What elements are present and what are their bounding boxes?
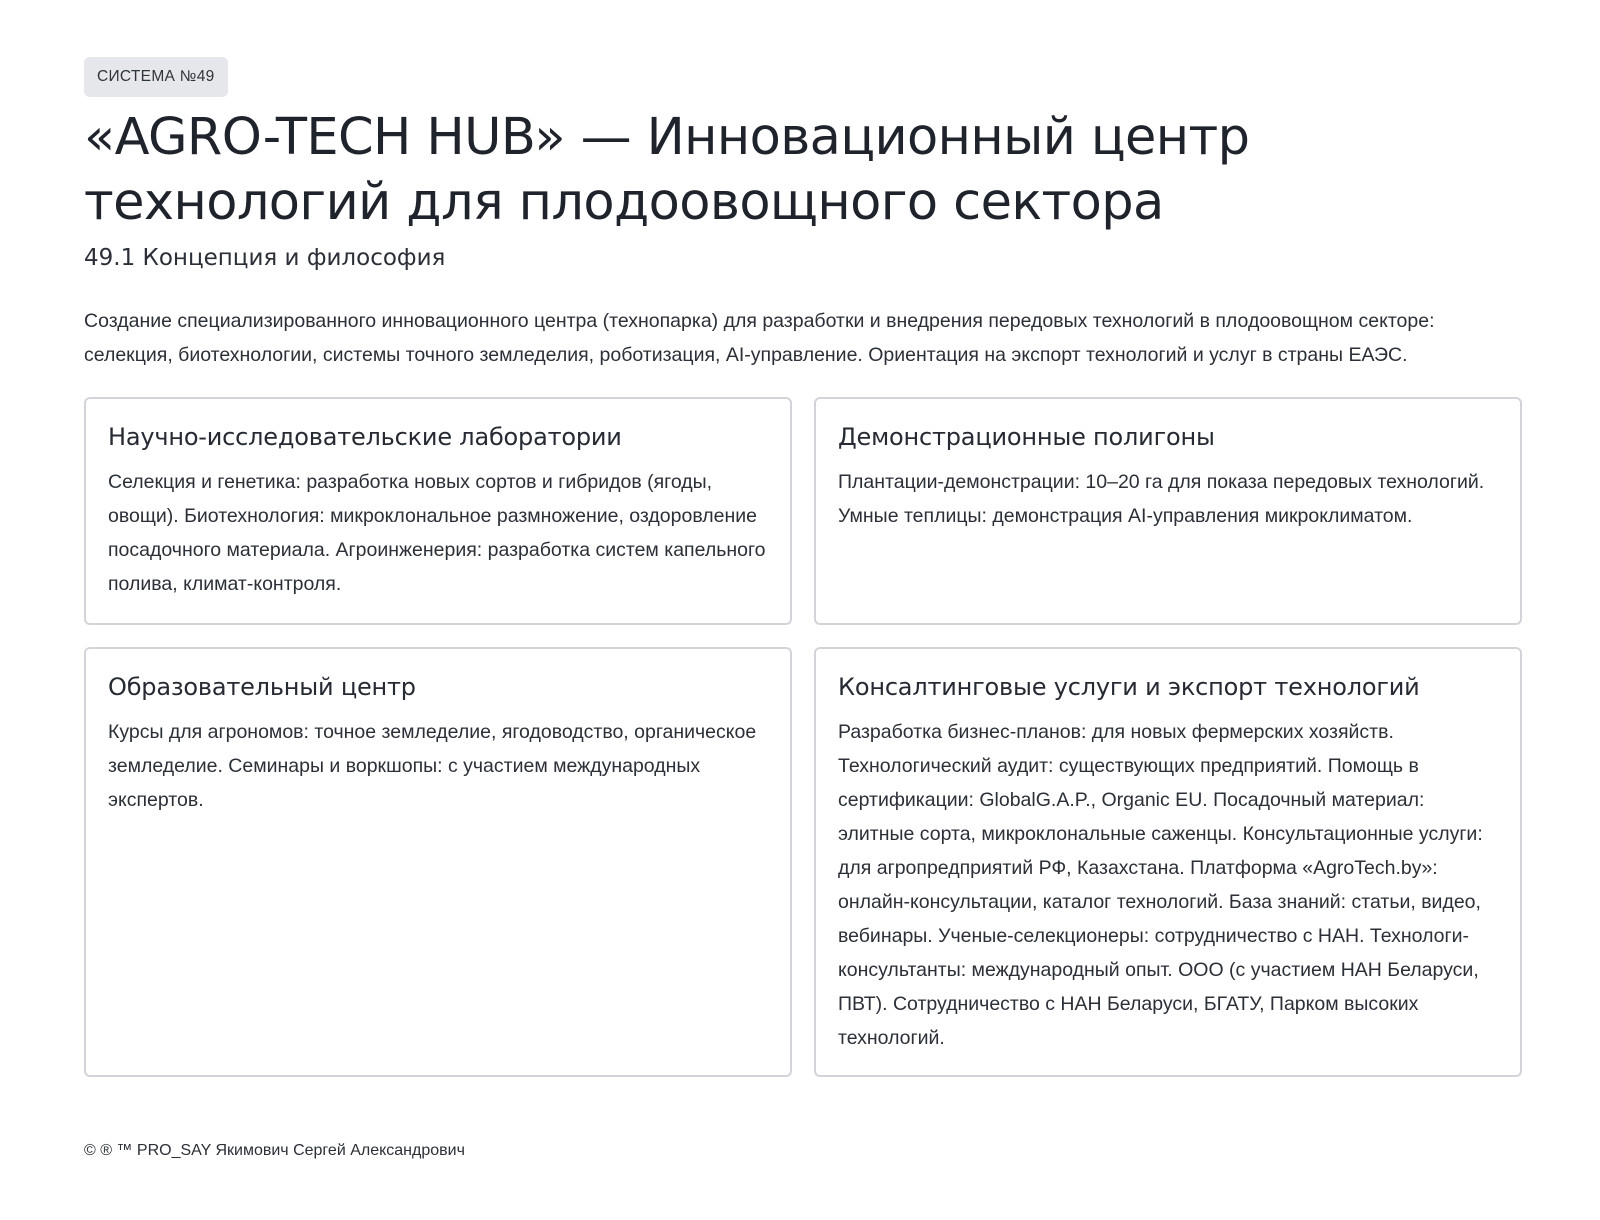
card-education-center (84, 647, 792, 1077)
card-consulting-export (814, 647, 1522, 1077)
card-body: Курсы для агрономов: точное земледелие, ягодоводство, органическое земледелие. Семинары и воркшопы: с участием международных экспертов. (108, 721, 757, 811)
page-title-line-1: «AGRO-TECH HUB» — Инновационный центр (84, 108, 1250, 167)
card-research-labs (84, 397, 792, 625)
card-demo-polygons (814, 397, 1522, 625)
card-title: Демонстрационные полигоны (838, 423, 1215, 451)
card-body: Селекция и генетика: разработка новых сортов и гибридов (ягоды, овощи). Биотехнология: микроклональное размножение, оздоровление посадочного материала. Агроинженерия: разработка систем капельного полива, климат-контроля. (108, 471, 766, 595)
intro-paragraph: Создание специализированного инновационного центра (технопарка) для разработки и внедрения передовых технологий в плодоовощном секторе: селекция, биотехнологии, системы точного земледелия, роботизация, AI-управление. Ориентация на экспорт технологий и услуг в страны ЕАЭС. (84, 310, 1435, 366)
section-subtitle: 49.1 Концепция и философия (84, 245, 446, 271)
page-title (84, 105, 1516, 235)
copyright-footer: © ® ™ PRO_SAY Якимович Сергей Александрович (84, 1142, 465, 1159)
system-badge: СИСТЕМА №49 (84, 57, 228, 97)
card-title: Консалтинговые услуги и экспорт технологий (838, 673, 1420, 701)
card-title: Научно-исследовательские лаборатории (108, 423, 622, 451)
card-body: Разработка бизнес-планов: для новых фермерских хозяйств. Технологический аудит: существующих предприятий. Помощь в сертификации: GlobalG.A.P., Organic EU. Посадочный материал: элитные сорта, микроклональные саженцы. Консультационные услуги: для агропредприятий РФ, Казахстана. Платформа «AgroTech.by»: онлайн-консультации, каталог технологий. База знаний: статьи, видео, вебинары. Ученые-селекционеры: сотрудничество с НАН. Технологи-консультанты: международный опыт. ООО (с участием НАН Беларуси, ПВТ). Сотрудничество с НАН Беларуси, БГАТУ, Парком высоких технологий. (838, 721, 1483, 1049)
card-body: Плантации-демонстрации: 10–20 га для показа передовых технологий. Умные теплицы: демонстрация AI-управления микроклиматом. (838, 471, 1485, 527)
page-title-line-2: технологий для плодоовощного сектора (84, 173, 1164, 232)
cards-grid (84, 397, 1516, 1077)
card-title: Образовательный центр (108, 673, 416, 701)
